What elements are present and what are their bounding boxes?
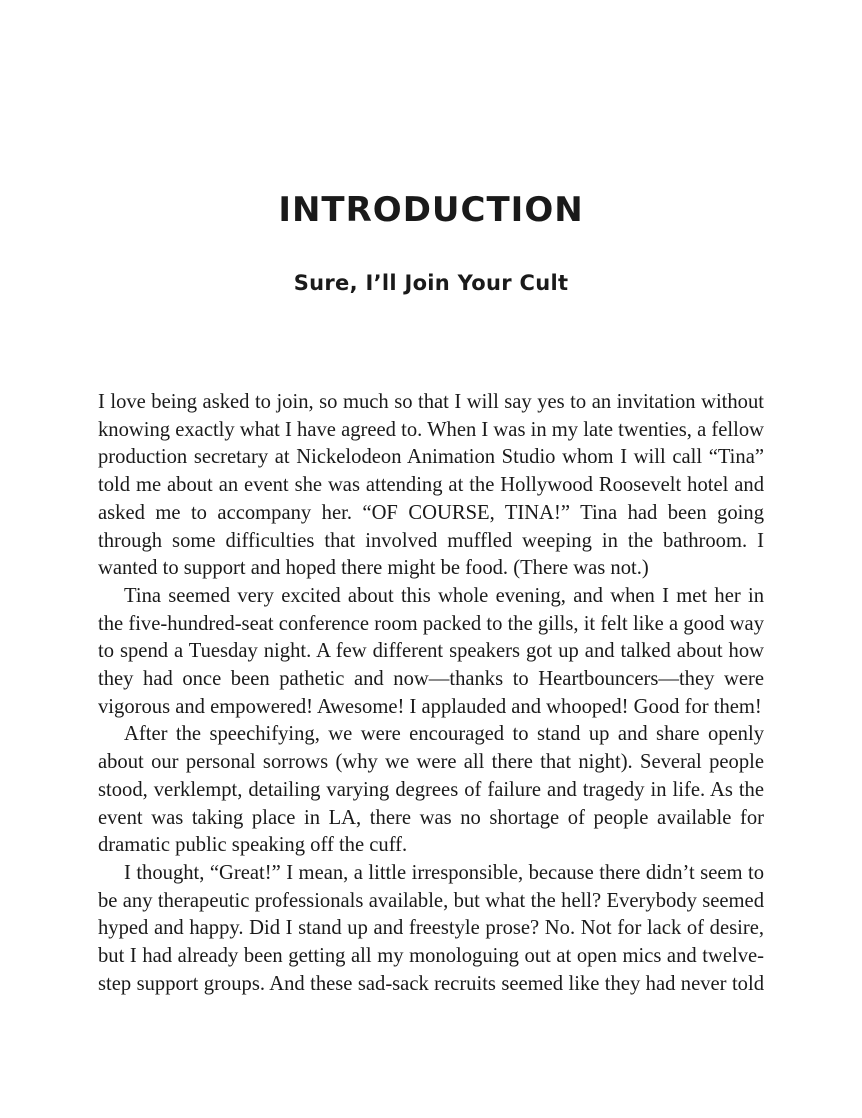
paragraph-4: I thought, “Great!” I mean, a little irresponsible, because there didn’t seem to be any therapeutic professionals available, but what the hell? Everybody seemed hyped and happy. Did I stand up and freestyle prose? No. Not for lack of desire, but I had already been getting all my monologuing out at open mics and twelve-step support groups. And these sad-sack recruits seemed like they had never told: [98, 861, 764, 995]
paragraph-1: I love being asked to join, so much so that I will say yes to an invitation without knowing exactly what I have agreed to. When I was in my late twenties, a fellow production secretary at Nickelodeon Animation Studio whom I will call “Tina” told me about an event she was attending at the Hollywood Roosevelt hotel and asked me to accompany her. “OF COURSE, TINA!” Tina had been going through some difficulties that involved muffled weeping in the bathroom. I wanted to support and hoped there might be food. (There was not.): [98, 391, 764, 580]
paragraph-2: Tina seemed very excited about this whole evening, and when I met her in the five-hundred-seat conference room packed to the gills, it felt like a good way to spend a Tuesday night. A few different speakers got up and talked about how they had once been pathetic and now—thanks to Heartbouncers—they were vigorous and empowered! Awesome! I applauded and whooped! Good for them!: [98, 584, 764, 718]
chapter-title: INTRODUCTION: [278, 190, 584, 230]
body-text: [98, 389, 764, 998]
chapter-subtitle: Sure, I’ll Join Your Cult: [293, 271, 569, 295]
paragraph-3: After the speechifying, we were encouraged to stand up and share openly about our personal sorrows (why we were all there that night). Several people stood, verklempt, detailing varying degrees of failure and tragedy in life. As the event was taking place in LA, there was no shortage of people available for dramatic public speaking off the cuff.: [98, 723, 764, 857]
